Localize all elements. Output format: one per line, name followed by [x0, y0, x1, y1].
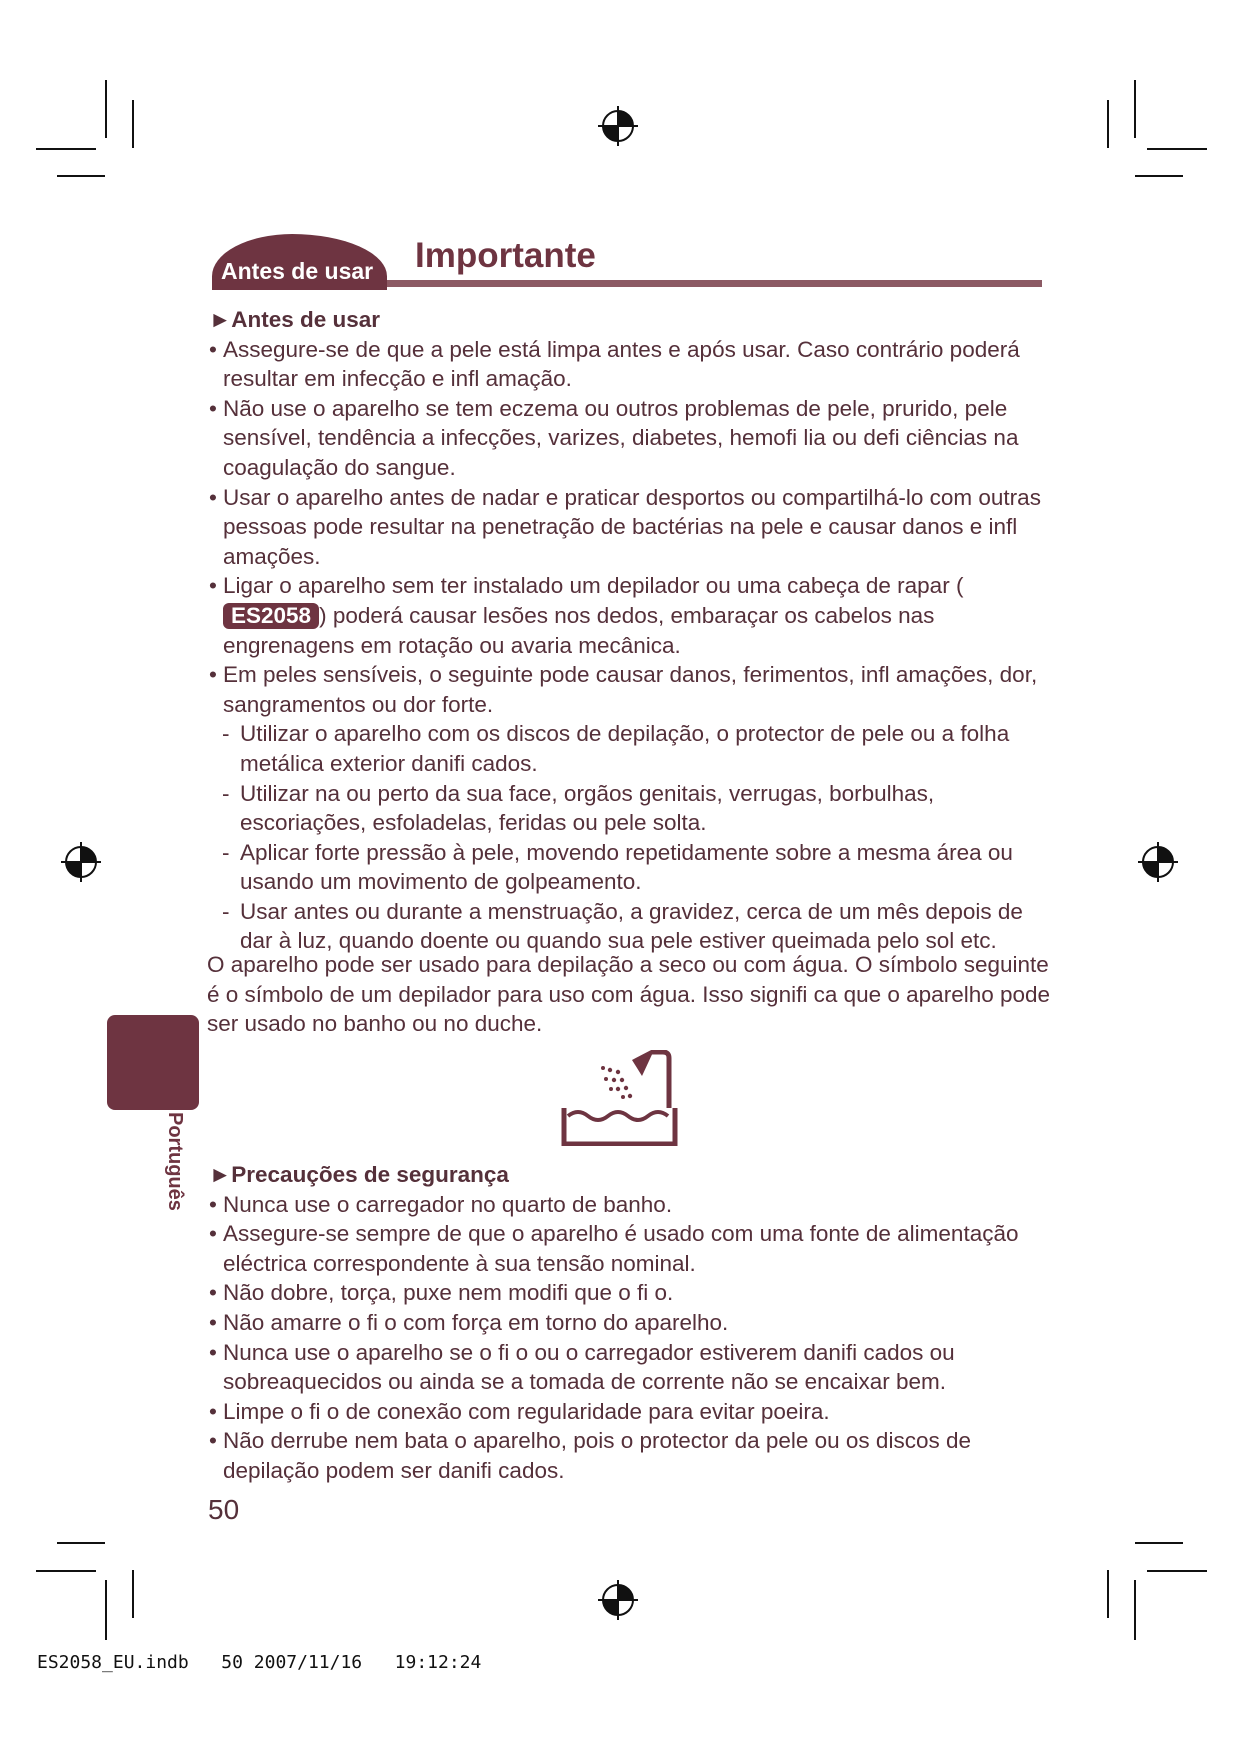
section-antes-de-usar	[209, 305, 1049, 956]
paragraph: O aparelho pode ser usado para depilação a seco ou com água. O símbolo seguinte é o símbolo de um depilador para uso com água. Isso signifi ca que o aparelho pode ser usado no banho ou no duche.	[207, 952, 1051, 1037]
crop-mark	[1135, 1542, 1183, 1544]
water-use-paragraph	[207, 950, 1053, 1039]
sub-item-text: Aplicar forte pressão à pele, movendo repetidamente sobre a mesma área ou usando um movimento de golpeamento.	[240, 839, 1013, 895]
model-badge: ES2058	[223, 603, 319, 629]
language-tab	[107, 1015, 199, 1110]
bullet: •	[209, 1339, 217, 1365]
crop-mark	[105, 1580, 107, 1640]
page-title: Importante	[415, 236, 596, 275]
list-item	[209, 1426, 1049, 1485]
bullet: •	[209, 1398, 217, 1424]
crop-mark	[1147, 1570, 1207, 1572]
bullet: •	[209, 395, 217, 421]
crop-mark	[132, 100, 134, 148]
crop-mark	[105, 80, 107, 138]
list-item	[209, 1308, 1049, 1338]
registration-mark-icon	[598, 106, 638, 146]
language-label: Português	[164, 1112, 186, 1211]
list-item-text: Assegure-se sempre de que o aparelho é usado com uma fonte de alimentação eléctrica correspondente à sua tensão nominal.	[223, 1221, 1019, 1276]
list-item-text: Limpe o fi o de conexão com regularidade para evitar poeira.	[223, 1398, 830, 1424]
dash: -	[222, 898, 230, 924]
crop-mark	[1147, 148, 1207, 150]
crop-mark	[57, 1542, 105, 1544]
list-item-text: Não use o aparelho se tem eczema ou outros problemas de pele, prurido, pele sensível, tendência a infecções, varizes, diabetes, hemofi lia ou defi ciências na coagulação do sangue.	[223, 395, 1019, 480]
dash: -	[222, 780, 230, 806]
footer-date: 2007/11/16	[253, 1652, 363, 1673]
bullet: •	[209, 662, 217, 688]
sub-item	[209, 719, 1049, 778]
section-tab-label: Antes de usar	[221, 258, 374, 284]
crop-mark	[1134, 1580, 1136, 1640]
list-item-text: Em peles sensíveis, o seguinte pode causar danos, ferimentos, infl amações, dor, sangramentos ou dor forte.	[223, 662, 1038, 717]
list-item-text: Assegure-se de que a pele está limpa antes e após usar. Caso contrário poderá resultar em infecção e infl amação.	[223, 336, 1020, 392]
list-item	[209, 571, 1049, 660]
list-item-text: Não derrube nem bata o aparelho, pois o protector da pele ou os discos de depilação podem ser danifi cados.	[223, 1428, 971, 1483]
list-item	[209, 483, 1049, 572]
crop-mark	[1135, 175, 1183, 177]
sub-item	[209, 779, 1049, 838]
sub-item	[209, 897, 1049, 956]
section-heading: ►Antes de usar	[209, 307, 381, 332]
crop-mark	[132, 1570, 134, 1618]
list-item-text: Ligar o aparelho sem ter instalado um depilador ou uma cabeça de rapar (	[223, 573, 964, 599]
crop-mark	[1107, 100, 1109, 148]
print-footer	[37, 1652, 481, 1673]
footer-page: 50	[221, 1652, 243, 1673]
registration-mark-icon	[61, 842, 101, 882]
title-rule	[387, 280, 1042, 287]
sub-item-text: Utilizar na ou perto da sua face, orgãos genitais, verrugas, borbulhas, escoriações, esfoladelas, feridas ou pele solta.	[240, 780, 935, 836]
list-item	[209, 660, 1049, 719]
dash: -	[222, 721, 230, 747]
bullet: •	[209, 336, 217, 362]
page-number: 50	[208, 1494, 240, 1525]
bullet: •	[209, 1309, 217, 1335]
bullet: •	[209, 1221, 217, 1247]
crop-mark	[1107, 1570, 1109, 1618]
shower-bath-icon	[560, 1050, 680, 1146]
list-item	[209, 1190, 1049, 1220]
list-item	[209, 1278, 1049, 1308]
section-heading: ►Precauções de segurança	[209, 1162, 509, 1187]
list-item-text: Não dobre, torça, puxe nem modifi que o fi o.	[223, 1280, 674, 1306]
list-item	[209, 1219, 1049, 1278]
bullet: •	[209, 1428, 217, 1454]
dash: -	[222, 839, 230, 865]
crop-mark	[57, 175, 105, 177]
list-item-text: Nunca use o aparelho se o fi o ou o carregador estiverem danifi cados ou sobreaquecidos ou ainda se a tomada de corrente não se encaixar bem.	[223, 1339, 955, 1395]
crop-mark	[36, 148, 96, 150]
bullet: •	[209, 484, 217, 510]
bullet: •	[209, 1280, 217, 1306]
list-item-text: Nunca use o carregador no quarto de banho.	[223, 1191, 673, 1217]
list-item	[209, 1397, 1049, 1427]
registration-mark-icon	[1138, 842, 1178, 882]
crop-mark	[1134, 80, 1136, 138]
list-item	[209, 335, 1049, 394]
crop-mark	[36, 1570, 96, 1572]
list-item	[209, 1338, 1049, 1397]
footer-file: ES2058_EU.indb	[37, 1652, 189, 1673]
bullet: •	[209, 1191, 217, 1217]
footer-time: 19:12:24	[394, 1652, 482, 1673]
registration-mark-icon	[598, 1580, 638, 1620]
list-item-text: Usar o aparelho antes de nadar e praticar desportos ou compartilhá-lo com outras pessoas pode resultar na penetração de bactérias na pele e causar danos e infl amações.	[223, 484, 1041, 569]
sub-item	[209, 838, 1049, 897]
sub-item-text: Usar antes ou durante a menstruação, a gravidez, cerca de um mês depois de dar à luz, quando doente ou quando sua pele estiver queimada pelo sol etc.	[240, 898, 1023, 954]
list-item	[209, 394, 1049, 483]
bullet: •	[209, 573, 217, 599]
section-precaucoes	[209, 1160, 1049, 1486]
sub-item-text: Utilizar o aparelho com os discos de depilação, o protector de pele ou a folha metálica exterior danifi cados.	[240, 721, 1010, 776]
list-item-text: Não amarre o fi o com força em torno do aparelho.	[223, 1309, 729, 1335]
list-item-text: ) poderá causar lesões nos dedos, embaraçar os cabelos nas engrenagens em rotação ou avaria mecânica.	[223, 602, 935, 658]
